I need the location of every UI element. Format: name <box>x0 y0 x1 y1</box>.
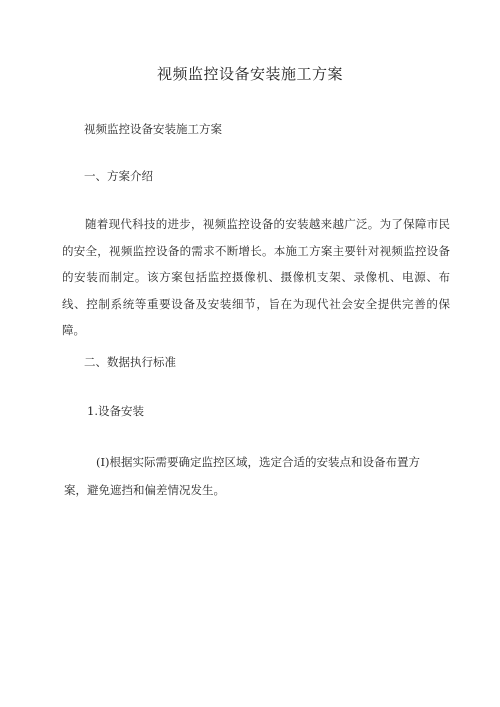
section-heading-intro: 一、方案介绍 <box>84 169 153 183</box>
document-subtitle: 视频监控设备安装施工方案 <box>84 122 222 136</box>
installation-item-line-1: (I)根据实际需要确定监控区域，选定合适的安装点和设备布置方 <box>96 455 421 469</box>
section-heading-standards: 二、数据执行标准 <box>84 355 176 369</box>
subsection-heading-installation: 1.设备安装 <box>87 404 144 418</box>
intro-paragraph: 随着现代科技的进步，视频监控设备的安装越来越广泛。为了保障市民的安全，视频监控设备的需求不断增长。本施工方案主要针对视频监控设备的安装而制定。该方案包括监控摄像机、摄像机支架、录像机、电源、布线、控制系统等重要设备及安装细节，旨在为现代社会安全提供完善的保障。 <box>62 217 450 337</box>
document-title: 视频监控设备安装施工方案 <box>156 65 343 83</box>
installation-item-line-2: 案，避免遮挡和偏差情况发生。 <box>64 483 225 497</box>
